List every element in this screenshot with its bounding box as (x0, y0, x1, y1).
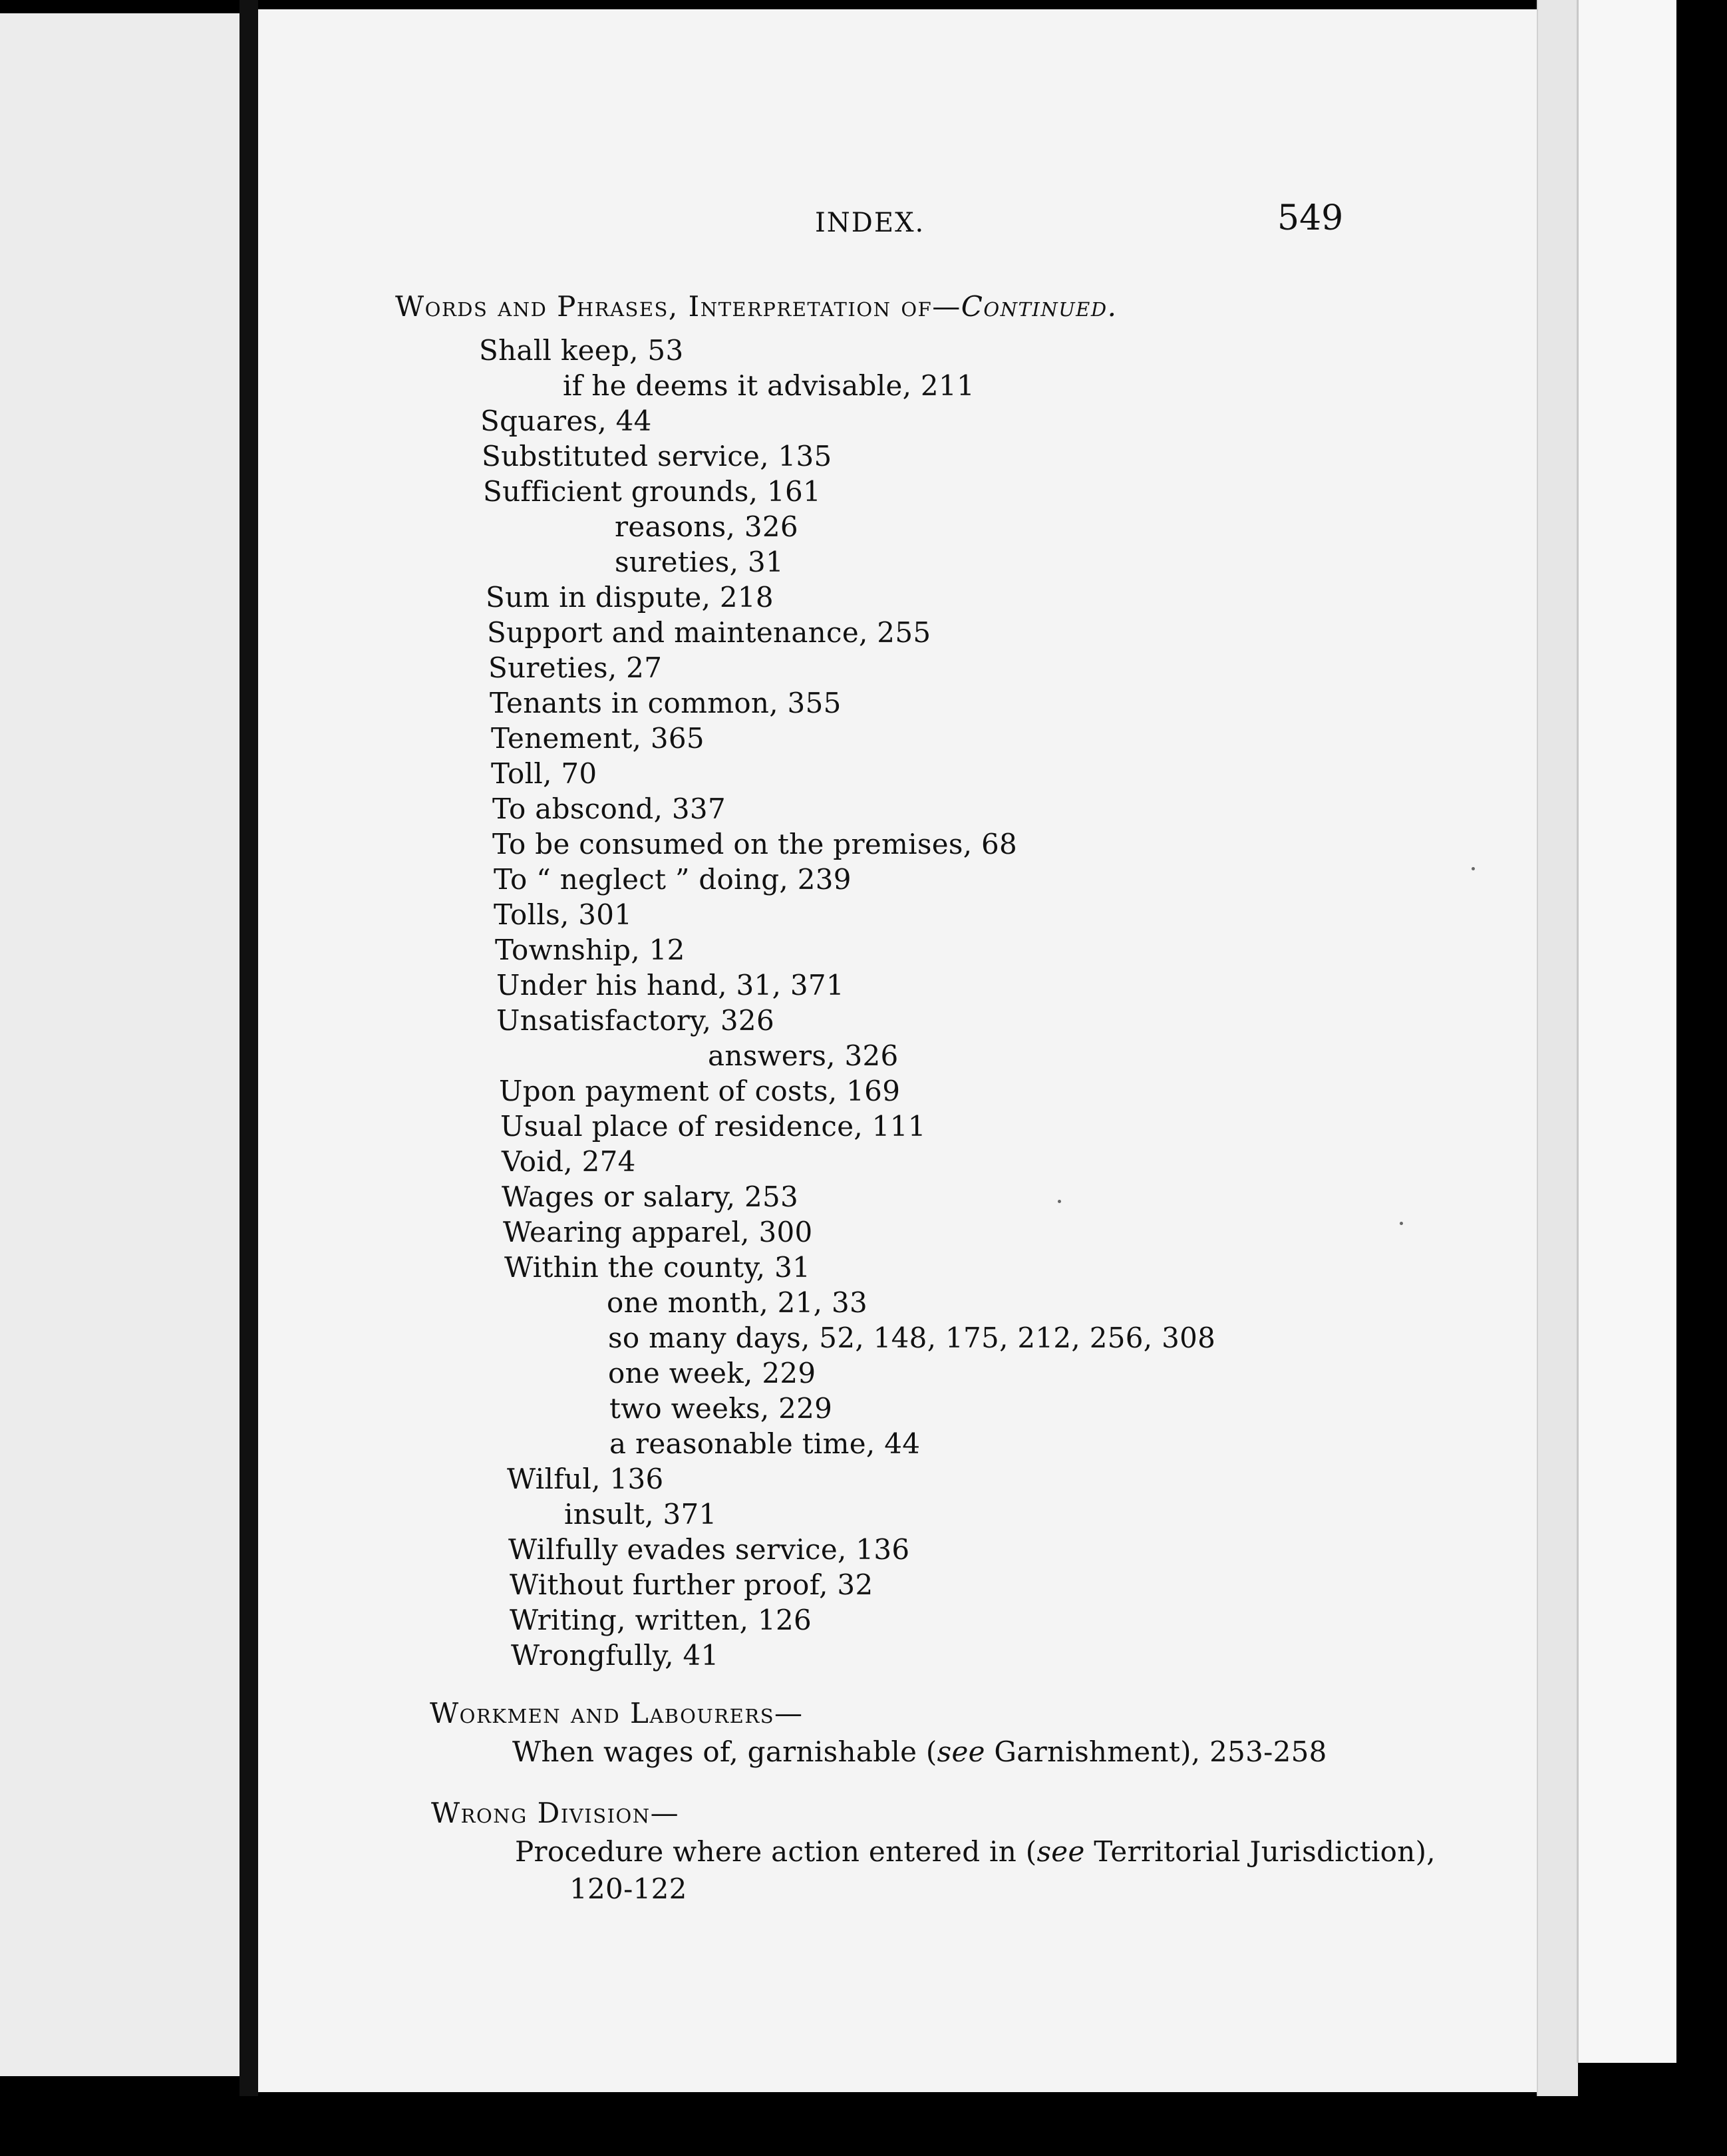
index-entry: Wearing apparel, 300 (503, 1216, 813, 1248)
section-heading: Wrong Division— (431, 1797, 680, 1829)
index-entry: Support and maintenance, 255 (487, 616, 931, 649)
index-subentry: one month, 21, 33 (607, 1286, 868, 1319)
index-entry: Void, 274 (502, 1145, 636, 1178)
index-subentry: one week, 229 (608, 1357, 816, 1389)
index-entry: Wilful, 136 (507, 1463, 664, 1495)
index-entry: Wages or salary, 253 (502, 1180, 799, 1213)
section-heading: Workmen and Labourers— (430, 1697, 804, 1729)
index-entry: Wrongfully, 41 (511, 1639, 719, 1672)
left-page-edge (0, 13, 239, 2076)
page-edge-strip (1577, 0, 1678, 2063)
section-heading: Words and Phrases, Interpretation of—Continued. (395, 290, 1118, 323)
index-entry: To abscond, 337 (492, 793, 726, 825)
page-edge-strip (1537, 0, 1578, 2096)
running-head: INDEX. (815, 208, 925, 238)
index-subentry: reasons, 326 (615, 510, 798, 543)
index-entry: Sufficient grounds, 161 (483, 475, 821, 508)
scan-speck (1058, 1200, 1061, 1203)
index-entry: Toll, 70 (491, 757, 597, 790)
scan-speck (1400, 1222, 1403, 1225)
index-entry: Tenants in common, 355 (490, 687, 842, 719)
index-entry: To be consumed on the premises, 68 (492, 828, 1018, 860)
index-subentry: sureties, 31 (615, 546, 784, 578)
scan-border (1676, 0, 1727, 2156)
index-subentry: answers, 326 (708, 1039, 899, 1072)
index-entry: Wilfully evades service, 136 (508, 1533, 910, 1566)
index-entry: To “ neglect ” doing, 239 (494, 863, 852, 896)
index-entry: Tolls, 301 (494, 898, 633, 931)
index-entry: Under his hand, 31, 371 (496, 969, 844, 1001)
index-entry: Sum in dispute, 218 (486, 581, 774, 614)
index-entry: Unsatisfactory, 326 (496, 1004, 774, 1037)
index-entry: Township, 12 (495, 934, 685, 966)
index-subentry: so many days, 52, 148, 175, 212, 256, 308 (608, 1322, 1216, 1354)
scan-border (0, 2096, 1727, 2156)
page-number: 549 (1277, 198, 1344, 238)
index-entry: Tenement, 365 (491, 722, 705, 755)
index-entry: Sureties, 27 (488, 651, 663, 684)
index-subentry: two weeks, 229 (609, 1392, 833, 1425)
index-entry: Without further proof, 32 (510, 1568, 873, 1601)
index-entry: Writing, written, 126 (510, 1604, 812, 1636)
index-entry: Upon payment of costs, 169 (499, 1075, 901, 1107)
index-entry: Substituted service, 135 (482, 440, 832, 472)
index-entry: When wages of, garnishable (see Garnishment), 253-258 (512, 1735, 1327, 1768)
index-subentry: insult, 371 (564, 1498, 717, 1530)
index-entry: Usual place of residence, 111 (500, 1110, 926, 1143)
scan-speck (1472, 867, 1475, 870)
index-entry: Shall keep, 53 (479, 334, 684, 367)
index-entry: Within the county, 31 (504, 1251, 811, 1284)
index-subentry: a reasonable time, 44 (609, 1427, 921, 1460)
index-subentry: if he deems it advisable, 211 (563, 369, 975, 402)
index-entry: Procedure where action entered in (see Territorial Jurisdiction), (515, 1835, 1436, 1868)
index-entry-continuation: 120-122 (569, 1873, 687, 1905)
index-entry: Squares, 44 (480, 405, 652, 437)
book-gutter (239, 0, 258, 2156)
